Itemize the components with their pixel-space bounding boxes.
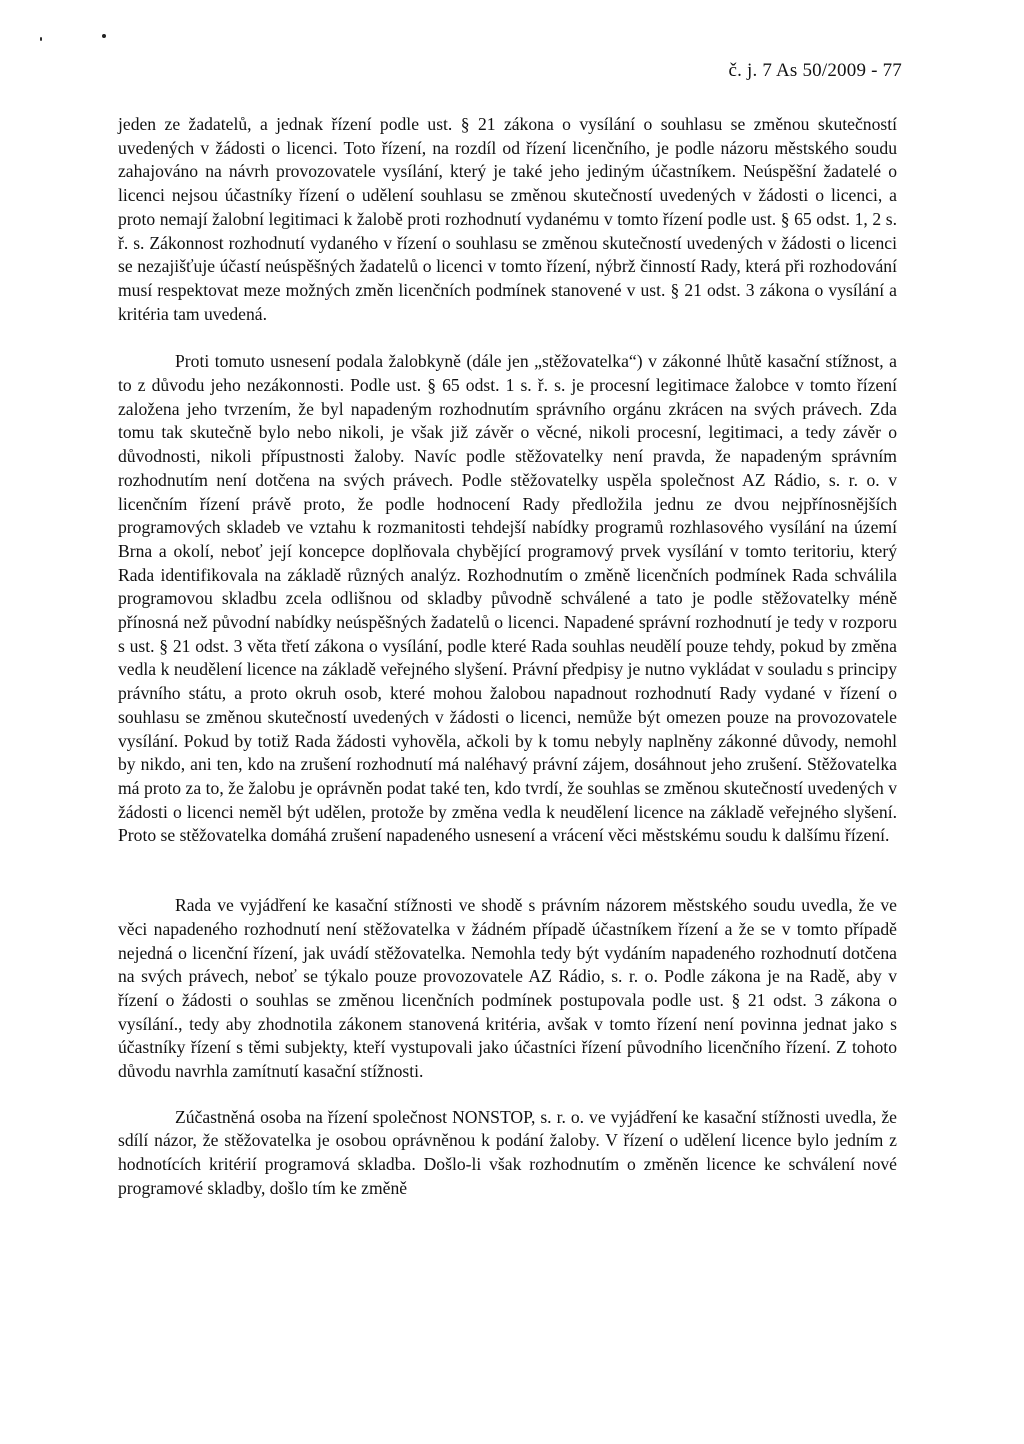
- case-reference-number: č. j. 7 As 50/2009 - 77: [728, 60, 902, 81]
- paragraph-participant-statement: Zúčastněná osoba na řízení společnost NONSTOP, s. r. o. ve vyjádření ke kasační stížnosti uvedla, že sdílí názor, že stěžovatelka je osobou oprávněnou k podání žaloby. V řízení o udělení licence bylo jedním z hodnotících kritérií programová skladba. Došlo-li však rozhodnutím o změněn licence ke schválení nové programové skladby, došlo tím ke změně: [118, 1106, 897, 1198]
- document-body: [118, 113, 897, 1201]
- paragraph-cassation-complaint: Proti tomuto usnesení podala žalobkyně (dále jen „stěžovatelka“) v zákonné lhůtě kasační stížnost, a to z důvodu jeho nezákonnosti. Podle ust. § 65 odst. 1 s. ř. s. je procesní legitimace žalobce v tomto řízení založena jeho tvrzením, že byl napadeným rozhodnutím správního orgánu zkrácen na svých právech. Zda tomu tak skutečně bylo nebo nikoli, je však již závěr o věcné, nikoli procesní, legitimaci, a tedy závěr o důvodnosti, nikoli přípustnosti žaloby. Navíc podle stěžovatelky není pravda, že napadeným správním rozhodnutím není dotčena na svých právech. Podle stěžovatelky uspěla společnost AZ Rádio, s. r. o. v licenčním řízení právě proto, že podle hodnocení Rady předložila jednu ze dvou nejpřínosnějších programových skladeb ve vztahu k rozmanitosti tehdejší nabídky programů rozhlasového vysílání na území Brna a okolí, neboť její koncepce doplňovala chybějící programový prvek vysílání v tomto teritoriu, který Rada identifikovala na základě různých analýz. Rozhodnutím o změně licenčních podmínek Rada schválila programovou skladbu zcela odlišnou od skladby původně schválené a tato je podle stěžovatelky méně přínosná než původní nabídky neúspěšných žadatelů o licenci. Napadené správní rozhodnutí je tedy v rozporu s ust. § 21 odst. 3 věta třetí zákona o vysílání, podle které Rada souhlas neudělí pouze tehdy, pokud by změna vedla k neudělení licence na základě veřejného slyšení. Právní předpisy je nutno vykládat v souladu s principy právního státu, a proto okruh osob, které mohou žalobou napadnout rozhodnutí Rady vydané v řízení o souhlasu se změnou skutečností uvedených v žádosti o licenci, nemůže být omezen pouze na provozovatele vysílání. Pokud by totiž Rada žádosti vyhověla, ačkoli by k tomu nebyly naplněny zákonné důvody, nemohl by nikdo, ani ten, kdo na zrušení rozhodnutí má naléhavý právní zájem, dosáhnout jeho zrušení. Stěžovatelka má proto za to, že žalobu je oprávněn podat také ten, kdo tvrdí, že souhlas se změnou skutečností uvedených v žádosti o licenci neměl být udělen, protože by změna vedla k neudělení licence na základě veřejného slyšení. Proto se stěžovatelka domáhá zrušení napadeného usnesení a vrácení věci městskému soudu k dalšímu řízení.: [118, 351, 897, 846]
- scan-speck: [40, 37, 42, 41]
- scan-speck: [102, 34, 106, 38]
- paragraph-continuation: jeden ze žadatelů, a jednak řízení podle ust. § 21 zákona o vysílání o souhlasu se změnou skutečností uvedených v žádosti o licenci. Toto řízení, na rozdíl od řízení licenčního, je podle názoru městského soudu zahajováno na návrh provozovatele vysílání, který je také jeho jediným účastníkem. Neúspěšní žadatelé o licenci nejsou účastníky řízení o udělení souhlasu se změnou skutečností uvedených v žádosti o licenci, a proto nemají žalobní legitimaci k žalobě proti rozhodnutí vydanému v tomto řízení podle ust. § 65 odst. 1, 2 s. ř. s. Zákonnost rozhodnutí vydaného v řízení o souhlasu se změnou skutečností uvedených v žádosti o licenci se nezajišťuje účastí neúspěšných žadatelů o licenci v tomto řízení, nýbrž činností Rady, která při rozhodování musí respektovat meze možných změn licenčních podmínek stanovené v ust. § 21 odst. 3 zákona o vysílání a kritéria tam uvedená.: [118, 114, 897, 324]
- paragraph-council-statement: Rada ve vyjádření ke kasační stížnosti ve shodě s právním názorem městského soudu uvedla, že ve věci napadeného rozhodnutí není stěžovatelka v žádném případě účastníkem řízení a že se v tomto případě nejedná o licenční řízení, jak uvádí stěžovatelka. Nemohla tedy být vydáním napadeného rozhodnutí dotčena na svých právech, neboť se týkalo pouze provozovatele AZ Rádio, s. r. o. Podle zákona je na Radě, aby v řízení o žádosti o souhlas se změnou licenčních podmínek postupovala podle ust. § 21 odst. 3 zákona o vysílání., tedy aby zhodnotila zákonem stanovená kritéria, avšak v tomto řízení není povinna jednat jako s účastníky řízení s těmi subjekty, kteří vystupovali jako účastníci řízení původního licenčního řízení. Z tohoto důvodu navrhla zamítnutí kasační stížnosti.: [118, 895, 897, 1082]
